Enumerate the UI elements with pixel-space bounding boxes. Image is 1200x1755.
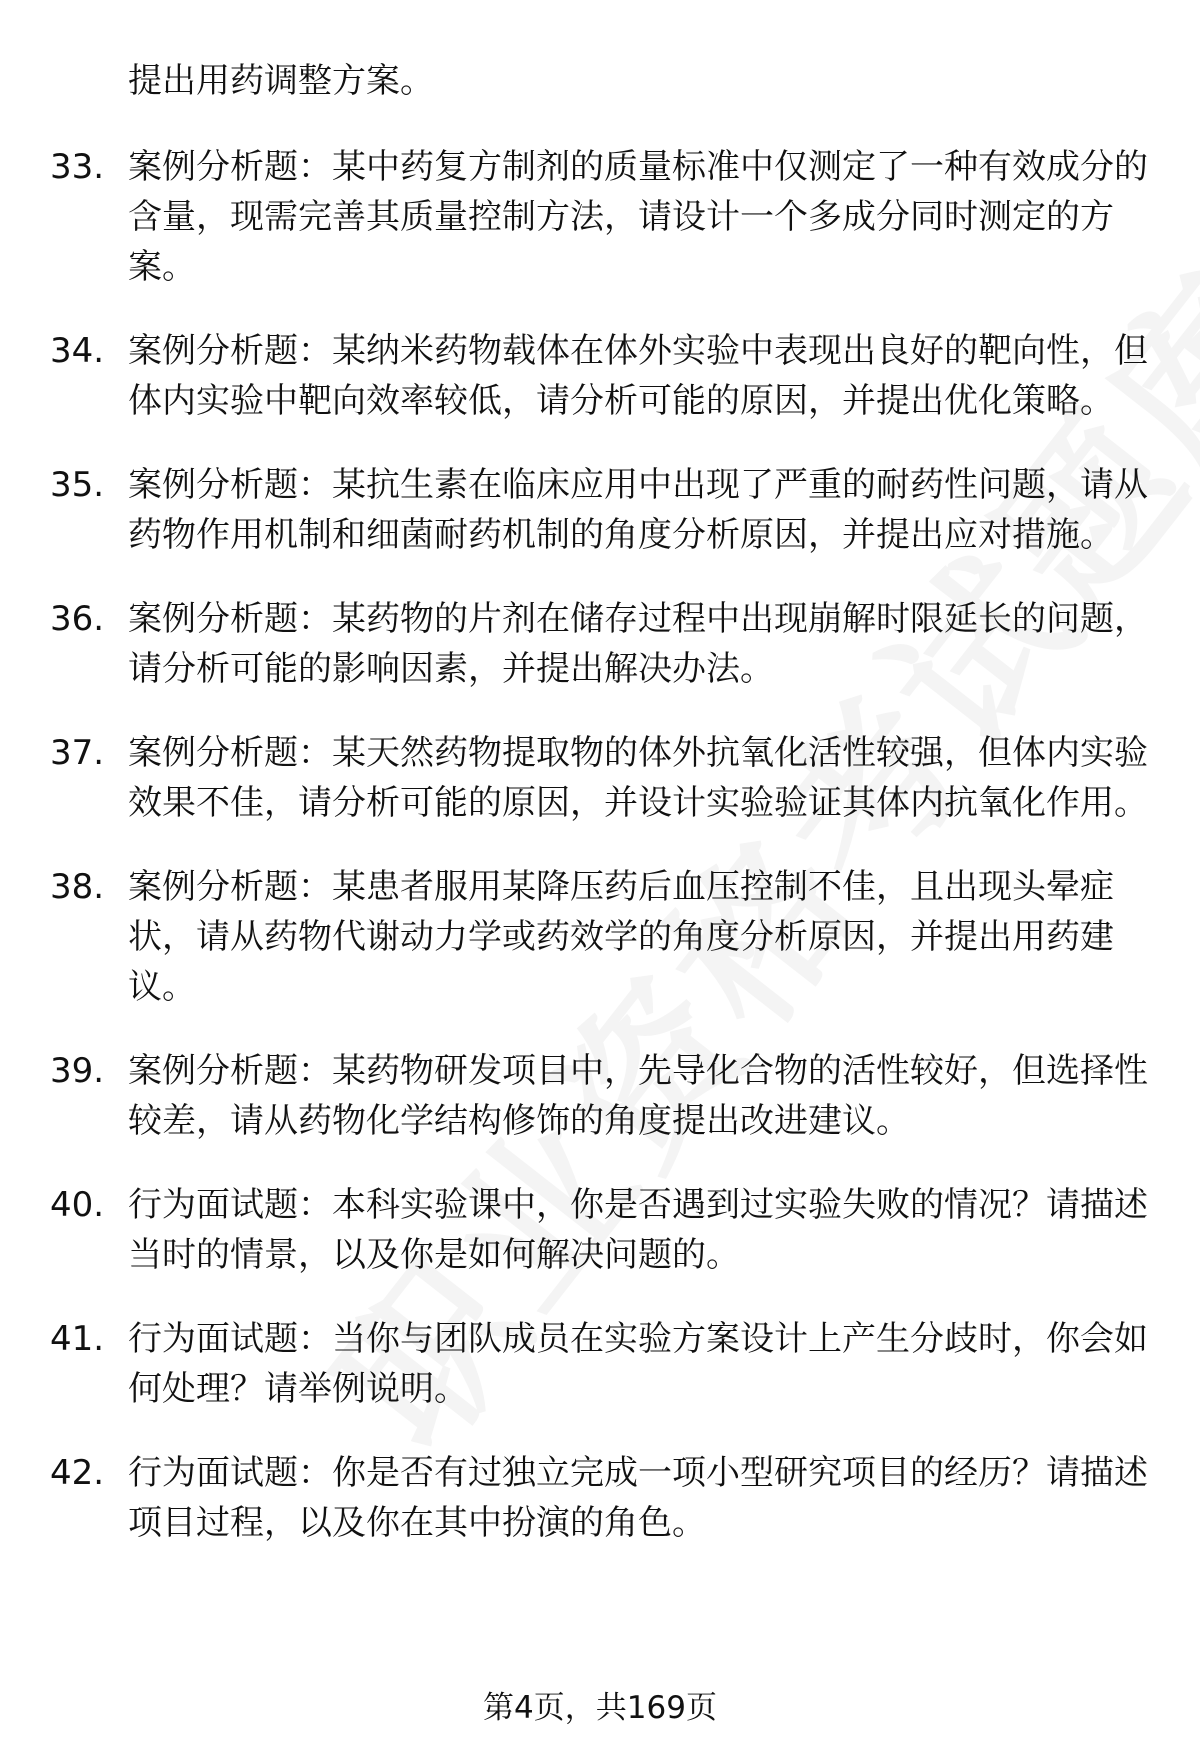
question-item [50, 594, 1160, 694]
continued-text: 提出用药调整方案。 [128, 61, 434, 101]
question-item [50, 460, 1160, 560]
question-text: 行为面试题：你是否有过独立完成一项小型研究项目的经历？请描述项目过程，以及你在其中扮演的角色。 [128, 1453, 1148, 1543]
question-number: 34. [50, 331, 105, 371]
question-text: 案例分析题：某药物研发项目中，先导化合物的活性较好，但选择性较差，请从药物化学结构修饰的角度提出改进建议。 [128, 1051, 1148, 1141]
question-number: 42. [50, 1453, 105, 1493]
question-list [50, 142, 1160, 1582]
question-number: 41. [50, 1319, 105, 1359]
question-text: 案例分析题：某抗生素在临床应用中出现了严重的耐药性问题，请从药物作用机制和细菌耐药机制的角度分析原因，并提出应对措施。 [128, 465, 1148, 555]
question-number: 35. [50, 465, 105, 505]
page-number-footer: 第4页，共169页 [483, 1690, 717, 1726]
question-item [50, 1180, 1160, 1280]
question-text: 行为面试题：当你与团队成员在实验方案设计上产生分歧时，你会如何处理？请举例说明。 [128, 1319, 1148, 1409]
question-item [50, 862, 1160, 1012]
question-item [50, 1448, 1160, 1548]
question-item [50, 728, 1160, 828]
question-item [50, 1314, 1160, 1414]
question-item [50, 326, 1160, 426]
question-text: 案例分析题：某患者服用某降压药后血压控制不佳，且出现头晕症状，请从药物代谢动力学或药效学的角度分析原因，并提出用药建议。 [128, 867, 1114, 1007]
question-number: 40. [50, 1185, 105, 1225]
question-number: 38. [50, 867, 105, 907]
question-number: 36. [50, 599, 105, 639]
question-number: 33. [50, 147, 105, 187]
question-item [50, 142, 1160, 292]
question-text: 案例分析题：某天然药物提取物的体外抗氧化活性较强，但体内实验效果不佳，请分析可能的原因，并设计实验验证其体内抗氧化作用。 [128, 733, 1148, 823]
question-text: 行为面试题：本科实验课中，你是否遇到过实验失败的情况？请描述当时的情景，以及你是如何解决问题的。 [128, 1185, 1148, 1275]
question-number: 37. [50, 733, 105, 773]
question-number: 39. [50, 1051, 105, 1091]
question-text: 案例分析题：某药物的片剂在储存过程中出现崩解时限延长的问题，请分析可能的影响因素，并提出解决办法。 [128, 599, 1148, 689]
question-item [50, 1046, 1160, 1146]
question-text: 案例分析题：某中药复方制剂的质量标准中仅测定了一种有效成分的含量，现需完善其质量控制方法，请设计一个多成分同时测定的方案。 [128, 147, 1148, 287]
question-text: 案例分析题：某纳米药物载体在体外实验中表现出良好的靶向性，但体内实验中靶向效率较低，请分析可能的原因，并提出优化策略。 [128, 331, 1148, 421]
